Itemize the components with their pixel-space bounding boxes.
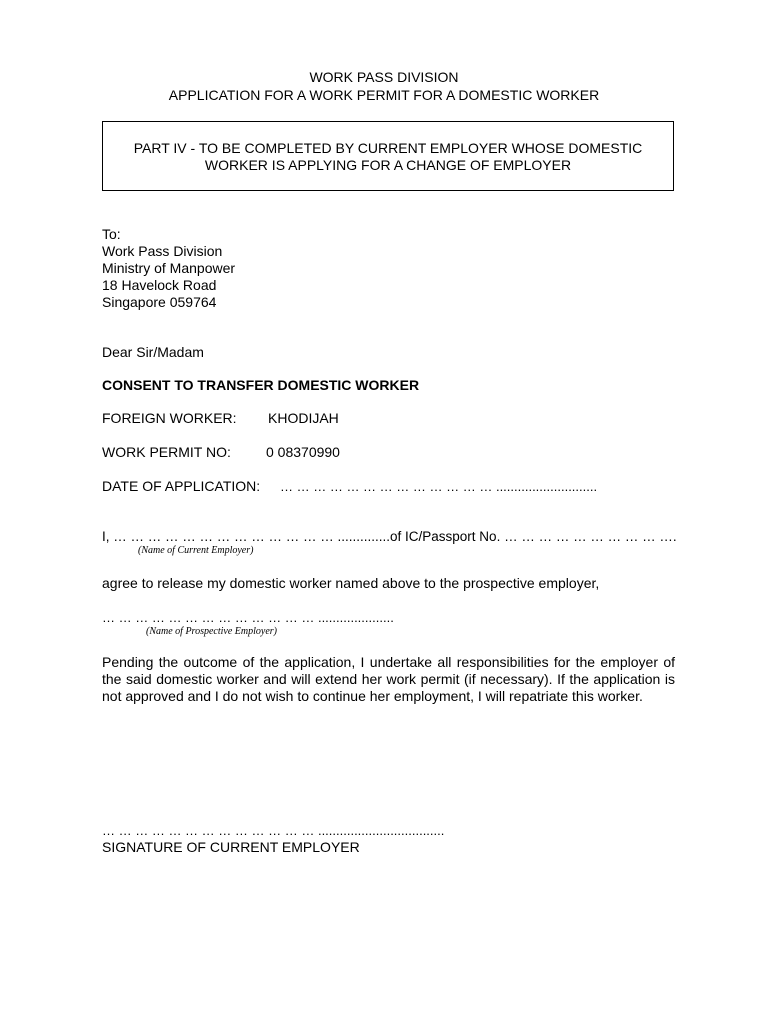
salutation: Dear Sir/Madam	[102, 344, 204, 360]
signature-label: SIGNATURE OF CURRENT EMPLOYER	[102, 839, 360, 855]
work-permit-label: WORK PERMIT NO:	[102, 444, 231, 460]
prospective-employer-note: (Name of Prospective Employer)	[146, 626, 277, 637]
form-title: APPLICATION FOR A WORK PERMIT FOR A DOMESTIC WORKER	[168, 87, 600, 103]
address-line-3: 18 Havelock Road	[102, 277, 217, 293]
current-employer-note: (Name of Current Employer)	[138, 545, 254, 556]
part-iv-line-2: WORKER IS APPLYING FOR A CHANGE OF EMPLOYER	[204, 157, 572, 173]
signature-blank: … … … … … … … … … … … … … ...................................	[102, 823, 445, 838]
undertaking-paragraph: Pending the outcome of the application, I undertake all responsibilities for the employer of the said domestic worker and will extend her work permit (if necessary). If the application is not approved and I do not wish to continue her employment, I will repatriate this worker.	[102, 654, 675, 704]
date-of-application-blank: … … … … … … … … … … … … … ............................	[280, 479, 598, 494]
part-iv-box	[102, 121, 674, 191]
foreign-worker-value: KHODIJAH	[268, 410, 339, 426]
address-line-2: Ministry of Manpower	[102, 260, 236, 276]
part-iv-line-1: PART IV - TO BE COMPLETED BY CURRENT EMPLOYER WHOSE DOMESTIC	[133, 140, 643, 156]
division-heading: WORK PASS DIVISION	[309, 69, 459, 85]
subject-heading: CONSENT TO TRANSFER DOMESTIC WORKER	[102, 377, 420, 393]
declaration-line: I, … … … … … … … … … … … … … ..............of IC/Passport No. … … … … … … … … … ….	[102, 529, 677, 544]
address-line-4: Singapore 059764	[102, 294, 217, 310]
prospective-employer-blank: … … … … … … … … … … … … … .....................	[102, 610, 394, 625]
agree-release-text: agree to release my domestic worker named above to the prospective employer,	[102, 575, 600, 591]
address-to: To:	[102, 226, 121, 242]
address-line-1: Work Pass Division	[102, 243, 223, 259]
work-permit-value: 0 08370990	[266, 444, 340, 460]
date-of-application-label: DATE OF APPLICATION:	[102, 478, 261, 494]
foreign-worker-label: FOREIGN WORKER:	[102, 410, 237, 426]
